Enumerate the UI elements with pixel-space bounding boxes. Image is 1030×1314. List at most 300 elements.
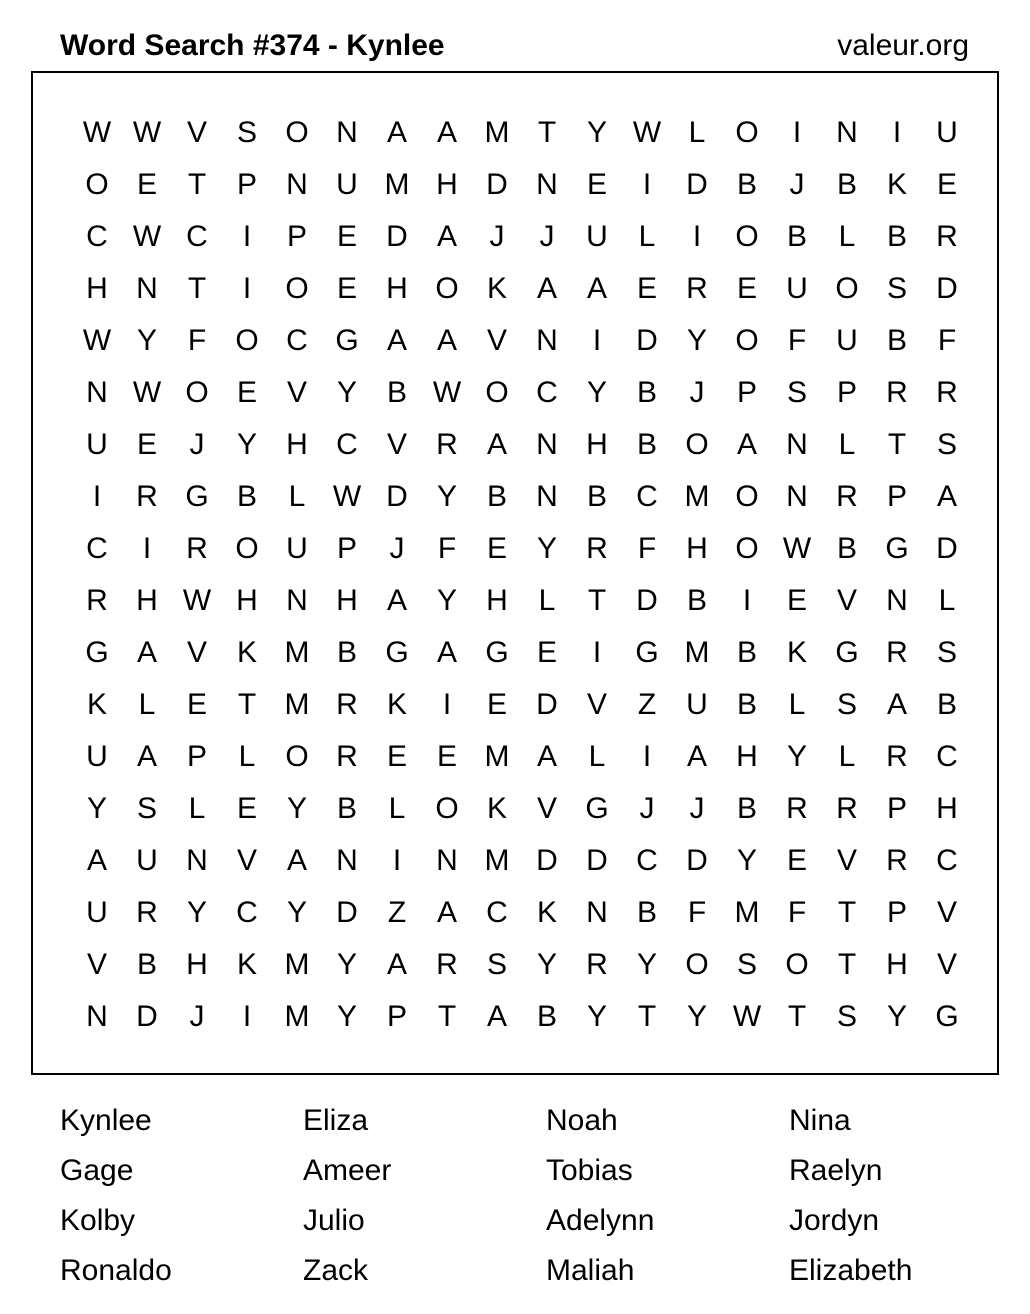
grid-cell[interactable]: D (536, 844, 558, 877)
grid-cell[interactable]: P (886, 480, 907, 513)
grid-cell[interactable]: B (236, 480, 257, 513)
grid-cell[interactable]: A (136, 740, 157, 773)
grid-cell[interactable]: A (386, 584, 407, 617)
grid-cell[interactable]: A (486, 428, 507, 461)
grid-cell[interactable]: N (336, 844, 358, 877)
grid-cell[interactable]: N (886, 584, 908, 617)
grid-cell[interactable]: K (386, 688, 407, 721)
grid-cell[interactable]: Y (436, 480, 457, 513)
grid-cell[interactable]: E (936, 168, 957, 201)
grid-cell[interactable]: E (336, 272, 357, 305)
grid-cell[interactable]: Y (436, 584, 457, 617)
grid-cell[interactable]: N (586, 896, 608, 929)
grid-cell[interactable]: U (86, 740, 108, 773)
grid-cell[interactable]: C (936, 740, 958, 773)
grid-cell[interactable]: C (86, 220, 108, 253)
grid-cell[interactable]: P (336, 532, 357, 565)
grid-cell[interactable]: I (92, 480, 102, 513)
grid-cell[interactable]: P (736, 376, 757, 409)
grid-cell[interactable]: R (186, 532, 208, 565)
grid-cell[interactable]: I (242, 272, 252, 305)
grid-cell[interactable]: P (236, 168, 257, 201)
grid-cell[interactable]: Y (636, 948, 657, 981)
grid-cell[interactable]: J (639, 792, 655, 825)
grid-cell[interactable]: Z (637, 688, 657, 721)
grid-cell[interactable]: A (286, 844, 307, 877)
grid-cell[interactable]: E (236, 792, 257, 825)
grid-cell[interactable]: O (735, 324, 759, 357)
grid-cell[interactable]: W (132, 376, 162, 409)
grid-cell[interactable]: O (735, 532, 759, 565)
grid-cell[interactable]: G (335, 324, 359, 357)
grid-cell[interactable]: C (636, 844, 658, 877)
grid-cell[interactable]: E (436, 740, 457, 773)
grid-cell[interactable]: W (182, 584, 212, 617)
grid-cell[interactable]: D (536, 688, 558, 721)
grid-cell[interactable]: I (592, 324, 602, 357)
grid-cell[interactable]: O (735, 480, 759, 513)
grid-cell[interactable]: S (936, 636, 957, 669)
grid-cell[interactable]: E (386, 740, 407, 773)
grid-cell[interactable]: G (585, 792, 609, 825)
grid-cell[interactable]: C (286, 324, 308, 357)
grid-cell[interactable]: R (136, 480, 158, 513)
grid-cell[interactable]: N (536, 428, 558, 461)
grid-cell[interactable]: H (936, 792, 958, 825)
grid-cell[interactable]: E (786, 584, 807, 617)
grid-cell[interactable]: U (936, 116, 958, 149)
grid-cell[interactable]: M (484, 740, 510, 773)
grid-cell[interactable]: V (836, 844, 857, 877)
grid-cell[interactable]: D (936, 272, 958, 305)
grid-cell[interactable]: R (886, 740, 908, 773)
grid-cell[interactable]: O (735, 220, 759, 253)
grid-cell[interactable]: O (485, 376, 509, 409)
grid-cell[interactable]: B (586, 480, 607, 513)
grid-cell[interactable]: B (736, 688, 757, 721)
grid-cell[interactable]: M (284, 948, 310, 981)
grid-cell[interactable]: S (786, 376, 807, 409)
grid-cell[interactable]: J (189, 428, 205, 461)
grid-cell[interactable]: I (642, 740, 652, 773)
grid-cell[interactable]: N (786, 480, 808, 513)
grid-cell[interactable]: U (686, 688, 708, 721)
grid-cell[interactable]: Y (586, 1000, 607, 1033)
grid-cell[interactable]: L (838, 220, 856, 253)
grid-cell[interactable]: I (592, 636, 602, 669)
grid-cell[interactable]: N (286, 168, 308, 201)
grid-cell[interactable]: P (836, 376, 857, 409)
grid-cell[interactable]: G (885, 532, 909, 565)
grid-cell[interactable]: R (886, 844, 908, 877)
grid-cell[interactable]: Y (236, 428, 257, 461)
grid-cell[interactable]: V (86, 948, 107, 981)
grid-cell[interactable]: T (187, 272, 207, 305)
grid-cell[interactable]: T (887, 428, 907, 461)
grid-cell[interactable]: M (484, 844, 510, 877)
grid-cell[interactable]: E (336, 220, 357, 253)
grid-cell[interactable]: M (684, 480, 710, 513)
grid-cell[interactable]: A (536, 740, 557, 773)
grid-cell[interactable]: G (185, 480, 209, 513)
grid-cell[interactable]: O (285, 272, 309, 305)
grid-cell[interactable]: B (536, 1000, 557, 1033)
grid-cell[interactable]: G (485, 636, 509, 669)
grid-cell[interactable]: Y (736, 844, 757, 877)
grid-cell[interactable]: C (236, 896, 258, 929)
grid-cell[interactable]: R (786, 792, 808, 825)
grid-cell[interactable]: L (938, 584, 956, 617)
grid-cell[interactable]: I (392, 844, 402, 877)
grid-cell[interactable]: Y (686, 324, 707, 357)
grid-cell[interactable]: J (539, 220, 555, 253)
grid-cell[interactable]: H (686, 532, 708, 565)
grid-cell[interactable]: U (286, 532, 308, 565)
grid-cell[interactable]: J (689, 376, 705, 409)
grid-cell[interactable]: A (736, 428, 757, 461)
grid-cell[interactable]: I (792, 116, 802, 149)
grid-cell[interactable]: R (836, 480, 858, 513)
grid-cell[interactable]: M (484, 116, 510, 149)
grid-cell[interactable]: G (85, 636, 109, 669)
grid-cell[interactable]: O (285, 116, 309, 149)
grid-cell[interactable]: L (188, 792, 206, 825)
grid-cell[interactable]: R (336, 688, 358, 721)
grid-cell[interactable]: I (892, 116, 902, 149)
grid-cell[interactable]: E (536, 636, 557, 669)
grid-cell[interactable]: D (386, 220, 408, 253)
grid-cell[interactable]: O (235, 324, 259, 357)
grid-cell[interactable]: G (385, 636, 409, 669)
grid-cell[interactable]: F (787, 324, 807, 357)
grid-cell[interactable]: Y (586, 116, 607, 149)
grid-cell[interactable]: K (236, 636, 257, 669)
grid-cell[interactable]: A (586, 272, 607, 305)
grid-cell[interactable]: R (586, 948, 608, 981)
grid-cell[interactable]: B (636, 428, 657, 461)
grid-cell[interactable]: V (186, 116, 207, 149)
grid-cell[interactable]: H (186, 948, 208, 981)
grid-cell[interactable]: V (386, 428, 407, 461)
grid-cell[interactable]: W (132, 220, 162, 253)
grid-cell[interactable]: Y (536, 532, 557, 565)
grid-cell[interactable]: H (386, 272, 408, 305)
grid-cell[interactable]: G (935, 1000, 959, 1033)
grid-cell[interactable]: B (336, 636, 357, 669)
grid-cell[interactable]: E (136, 168, 157, 201)
grid-cell[interactable]: F (437, 532, 457, 565)
grid-cell[interactable]: W (132, 116, 162, 149)
grid-cell[interactable]: D (586, 844, 608, 877)
grid-cell[interactable]: R (436, 428, 458, 461)
grid-cell[interactable]: D (636, 324, 658, 357)
grid-cell[interactable]: L (838, 740, 856, 773)
grid-cell[interactable]: L (388, 792, 406, 825)
grid-cell[interactable]: B (336, 792, 357, 825)
grid-cell[interactable]: A (686, 740, 707, 773)
grid-cell[interactable]: U (586, 220, 608, 253)
grid-cell[interactable]: R (936, 376, 958, 409)
grid-cell[interactable]: I (442, 688, 452, 721)
grid-cell[interactable]: D (386, 480, 408, 513)
grid-cell[interactable]: M (384, 168, 410, 201)
grid-cell[interactable]: H (336, 584, 358, 617)
grid-cell[interactable]: E (736, 272, 757, 305)
grid-cell[interactable]: L (238, 740, 256, 773)
grid-cell[interactable]: B (386, 376, 407, 409)
grid-cell[interactable]: T (237, 688, 257, 721)
grid-cell[interactable]: C (536, 376, 558, 409)
grid-cell[interactable]: V (836, 584, 857, 617)
grid-cell[interactable]: F (187, 324, 207, 357)
grid-cell[interactable]: C (336, 428, 358, 461)
grid-cell[interactable]: O (235, 532, 259, 565)
grid-cell[interactable]: T (187, 168, 207, 201)
grid-cell[interactable]: Y (536, 948, 557, 981)
grid-cell[interactable]: K (536, 896, 557, 929)
grid-cell[interactable]: A (886, 688, 907, 721)
grid-cell[interactable]: V (286, 376, 307, 409)
grid-cell[interactable]: G (635, 636, 659, 669)
grid-cell[interactable]: B (886, 324, 907, 357)
grid-cell[interactable]: J (789, 168, 805, 201)
grid-cell[interactable]: R (136, 896, 158, 929)
grid-cell[interactable]: U (86, 428, 108, 461)
grid-cell[interactable]: M (284, 636, 310, 669)
grid-cell[interactable]: C (486, 896, 508, 929)
grid-cell[interactable]: S (136, 792, 157, 825)
grid-cell[interactable]: Z (387, 896, 407, 929)
grid-cell[interactable]: U (336, 168, 358, 201)
grid-cell[interactable]: A (86, 844, 107, 877)
grid-cell[interactable]: O (285, 740, 309, 773)
grid-cell[interactable]: J (389, 532, 405, 565)
grid-cell[interactable]: H (286, 428, 308, 461)
grid-cell[interactable]: Y (286, 792, 307, 825)
grid-cell[interactable]: H (486, 584, 508, 617)
grid-cell[interactable]: N (86, 376, 108, 409)
grid-cell[interactable]: O (685, 948, 709, 981)
grid-cell[interactable]: A (436, 116, 457, 149)
grid-cell[interactable]: P (386, 1000, 407, 1033)
grid-cell[interactable]: R (336, 740, 358, 773)
grid-cell[interactable]: T (587, 584, 607, 617)
grid-cell[interactable]: H (136, 584, 158, 617)
grid-cell[interactable]: R (836, 792, 858, 825)
grid-cell[interactable]: D (336, 896, 358, 929)
grid-cell[interactable]: V (186, 636, 207, 669)
grid-cell[interactable]: N (836, 116, 858, 149)
grid-cell[interactable]: T (837, 896, 857, 929)
grid-cell[interactable]: T (787, 1000, 807, 1033)
grid-cell[interactable]: C (936, 844, 958, 877)
grid-cell[interactable]: Y (86, 792, 107, 825)
grid-cell[interactable]: L (288, 480, 306, 513)
grid-cell[interactable]: P (886, 792, 907, 825)
grid-cell[interactable]: R (86, 584, 108, 617)
grid-cell[interactable]: S (936, 428, 957, 461)
grid-cell[interactable]: K (886, 168, 907, 201)
grid-cell[interactable]: L (138, 688, 156, 721)
grid-cell[interactable]: O (185, 376, 209, 409)
grid-cell[interactable]: C (636, 480, 658, 513)
grid-cell[interactable]: Y (286, 896, 307, 929)
grid-cell[interactable]: H (436, 168, 458, 201)
grid-cell[interactable]: E (136, 428, 157, 461)
grid-cell[interactable]: W (332, 480, 362, 513)
grid-cell[interactable]: B (736, 636, 757, 669)
grid-cell[interactable]: B (736, 792, 757, 825)
grid-cell[interactable]: P (186, 740, 207, 773)
grid-cell[interactable]: S (736, 948, 757, 981)
grid-cell[interactable]: S (836, 1000, 857, 1033)
grid-cell[interactable]: H (236, 584, 258, 617)
grid-cell[interactable]: A (386, 116, 407, 149)
grid-cell[interactable]: N (336, 116, 358, 149)
grid-cell[interactable]: K (786, 636, 807, 669)
grid-cell[interactable]: R (436, 948, 458, 981)
grid-cell[interactable]: O (685, 428, 709, 461)
grid-cell[interactable]: U (86, 896, 108, 929)
grid-cell[interactable]: U (136, 844, 158, 877)
grid-cell[interactable]: B (886, 220, 907, 253)
grid-cell[interactable]: A (436, 896, 457, 929)
grid-cell[interactable]: B (736, 168, 757, 201)
grid-cell[interactable]: E (636, 272, 657, 305)
grid-cell[interactable]: V (936, 948, 957, 981)
grid-cell[interactable]: A (936, 480, 957, 513)
grid-cell[interactable]: L (588, 740, 606, 773)
grid-cell[interactable]: Y (586, 376, 607, 409)
grid-cell[interactable]: L (688, 116, 706, 149)
grid-cell[interactable]: E (586, 168, 607, 201)
grid-cell[interactable]: V (486, 324, 507, 357)
grid-cell[interactable]: I (642, 168, 652, 201)
grid-cell[interactable]: U (836, 324, 858, 357)
grid-cell[interactable]: T (437, 1000, 457, 1033)
grid-cell[interactable]: W (432, 376, 462, 409)
grid-cell[interactable]: E (486, 688, 507, 721)
grid-cell[interactable]: Y (336, 376, 357, 409)
grid-cell[interactable]: W (82, 116, 112, 149)
grid-cell[interactable]: O (85, 168, 109, 201)
grid-cell[interactable]: Y (336, 948, 357, 981)
grid-cell[interactable]: A (486, 1000, 507, 1033)
grid-cell[interactable]: G (835, 636, 859, 669)
grid-cell[interactable]: N (186, 844, 208, 877)
grid-cell[interactable]: P (886, 896, 907, 929)
grid-cell[interactable]: T (837, 948, 857, 981)
grid-cell[interactable]: E (236, 376, 257, 409)
grid-cell[interactable]: W (732, 1000, 762, 1033)
grid-cell[interactable]: Y (886, 1000, 907, 1033)
grid-cell[interactable]: A (386, 324, 407, 357)
grid-cell[interactable]: Y (186, 896, 207, 929)
grid-cell[interactable]: N (536, 480, 558, 513)
grid-cell[interactable]: D (486, 168, 508, 201)
grid-cell[interactable]: I (692, 220, 702, 253)
grid-cell[interactable]: U (786, 272, 808, 305)
grid-cell[interactable]: D (136, 1000, 158, 1033)
grid-cell[interactable]: S (836, 688, 857, 721)
grid-cell[interactable]: H (886, 948, 908, 981)
grid-cell[interactable]: L (838, 428, 856, 461)
grid-cell[interactable]: J (189, 1000, 205, 1033)
grid-cell[interactable]: B (136, 948, 157, 981)
grid-cell[interactable]: A (536, 272, 557, 305)
grid-cell[interactable]: V (586, 688, 607, 721)
grid-cell[interactable]: D (636, 584, 658, 617)
grid-cell[interactable]: S (236, 116, 257, 149)
grid-cell[interactable]: W (782, 532, 812, 565)
grid-cell[interactable]: F (787, 896, 807, 929)
grid-cell[interactable]: B (686, 584, 707, 617)
grid-cell[interactable]: K (236, 948, 257, 981)
grid-cell[interactable]: B (636, 896, 657, 929)
grid-cell[interactable]: V (936, 896, 957, 929)
grid-cell[interactable]: N (786, 428, 808, 461)
grid-cell[interactable]: Y (686, 1000, 707, 1033)
grid-cell[interactable]: C (86, 532, 108, 565)
grid-cell[interactable]: Y (336, 1000, 357, 1033)
grid-cell[interactable]: N (286, 584, 308, 617)
grid-cell[interactable]: D (936, 532, 958, 565)
grid-cell[interactable]: K (486, 272, 507, 305)
grid-cell[interactable]: F (687, 896, 707, 929)
grid-cell[interactable]: I (142, 532, 152, 565)
grid-cell[interactable]: O (435, 792, 459, 825)
grid-cell[interactable]: O (735, 116, 759, 149)
grid-cell[interactable]: O (785, 948, 809, 981)
grid-cell[interactable]: I (242, 220, 252, 253)
grid-cell[interactable]: T (537, 116, 557, 149)
grid-cell[interactable]: F (637, 532, 657, 565)
letter-grid[interactable] (72, 107, 972, 1043)
grid-cell[interactable]: E (186, 688, 207, 721)
grid-cell[interactable]: V (536, 792, 557, 825)
grid-cell[interactable]: F (937, 324, 957, 357)
grid-cell[interactable]: A (436, 636, 457, 669)
grid-cell[interactable]: M (284, 688, 310, 721)
grid-cell[interactable]: E (486, 532, 507, 565)
grid-cell[interactable]: H (86, 272, 108, 305)
grid-cell[interactable]: R (936, 220, 958, 253)
grid-cell[interactable]: C (186, 220, 208, 253)
grid-cell[interactable]: H (736, 740, 758, 773)
grid-cell[interactable]: A (386, 948, 407, 981)
grid-cell[interactable]: V (236, 844, 257, 877)
grid-cell[interactable]: B (486, 480, 507, 513)
grid-cell[interactable]: B (936, 688, 957, 721)
grid-cell[interactable]: D (686, 844, 708, 877)
grid-cell[interactable]: L (538, 584, 556, 617)
grid-cell[interactable]: N (136, 272, 158, 305)
grid-cell[interactable]: R (686, 272, 708, 305)
grid-cell[interactable]: M (684, 636, 710, 669)
grid-cell[interactable]: O (835, 272, 859, 305)
grid-cell[interactable]: N (536, 324, 558, 357)
grid-cell[interactable]: N (436, 844, 458, 877)
grid-cell[interactable]: A (136, 636, 157, 669)
grid-cell[interactable]: R (886, 636, 908, 669)
grid-cell[interactable]: R (886, 376, 908, 409)
grid-cell[interactable]: B (836, 532, 857, 565)
grid-cell[interactable]: B (836, 168, 857, 201)
grid-cell[interactable]: B (786, 220, 807, 253)
grid-cell[interactable]: N (86, 1000, 108, 1033)
grid-cell[interactable]: S (486, 948, 507, 981)
grid-cell[interactable]: K (486, 792, 507, 825)
